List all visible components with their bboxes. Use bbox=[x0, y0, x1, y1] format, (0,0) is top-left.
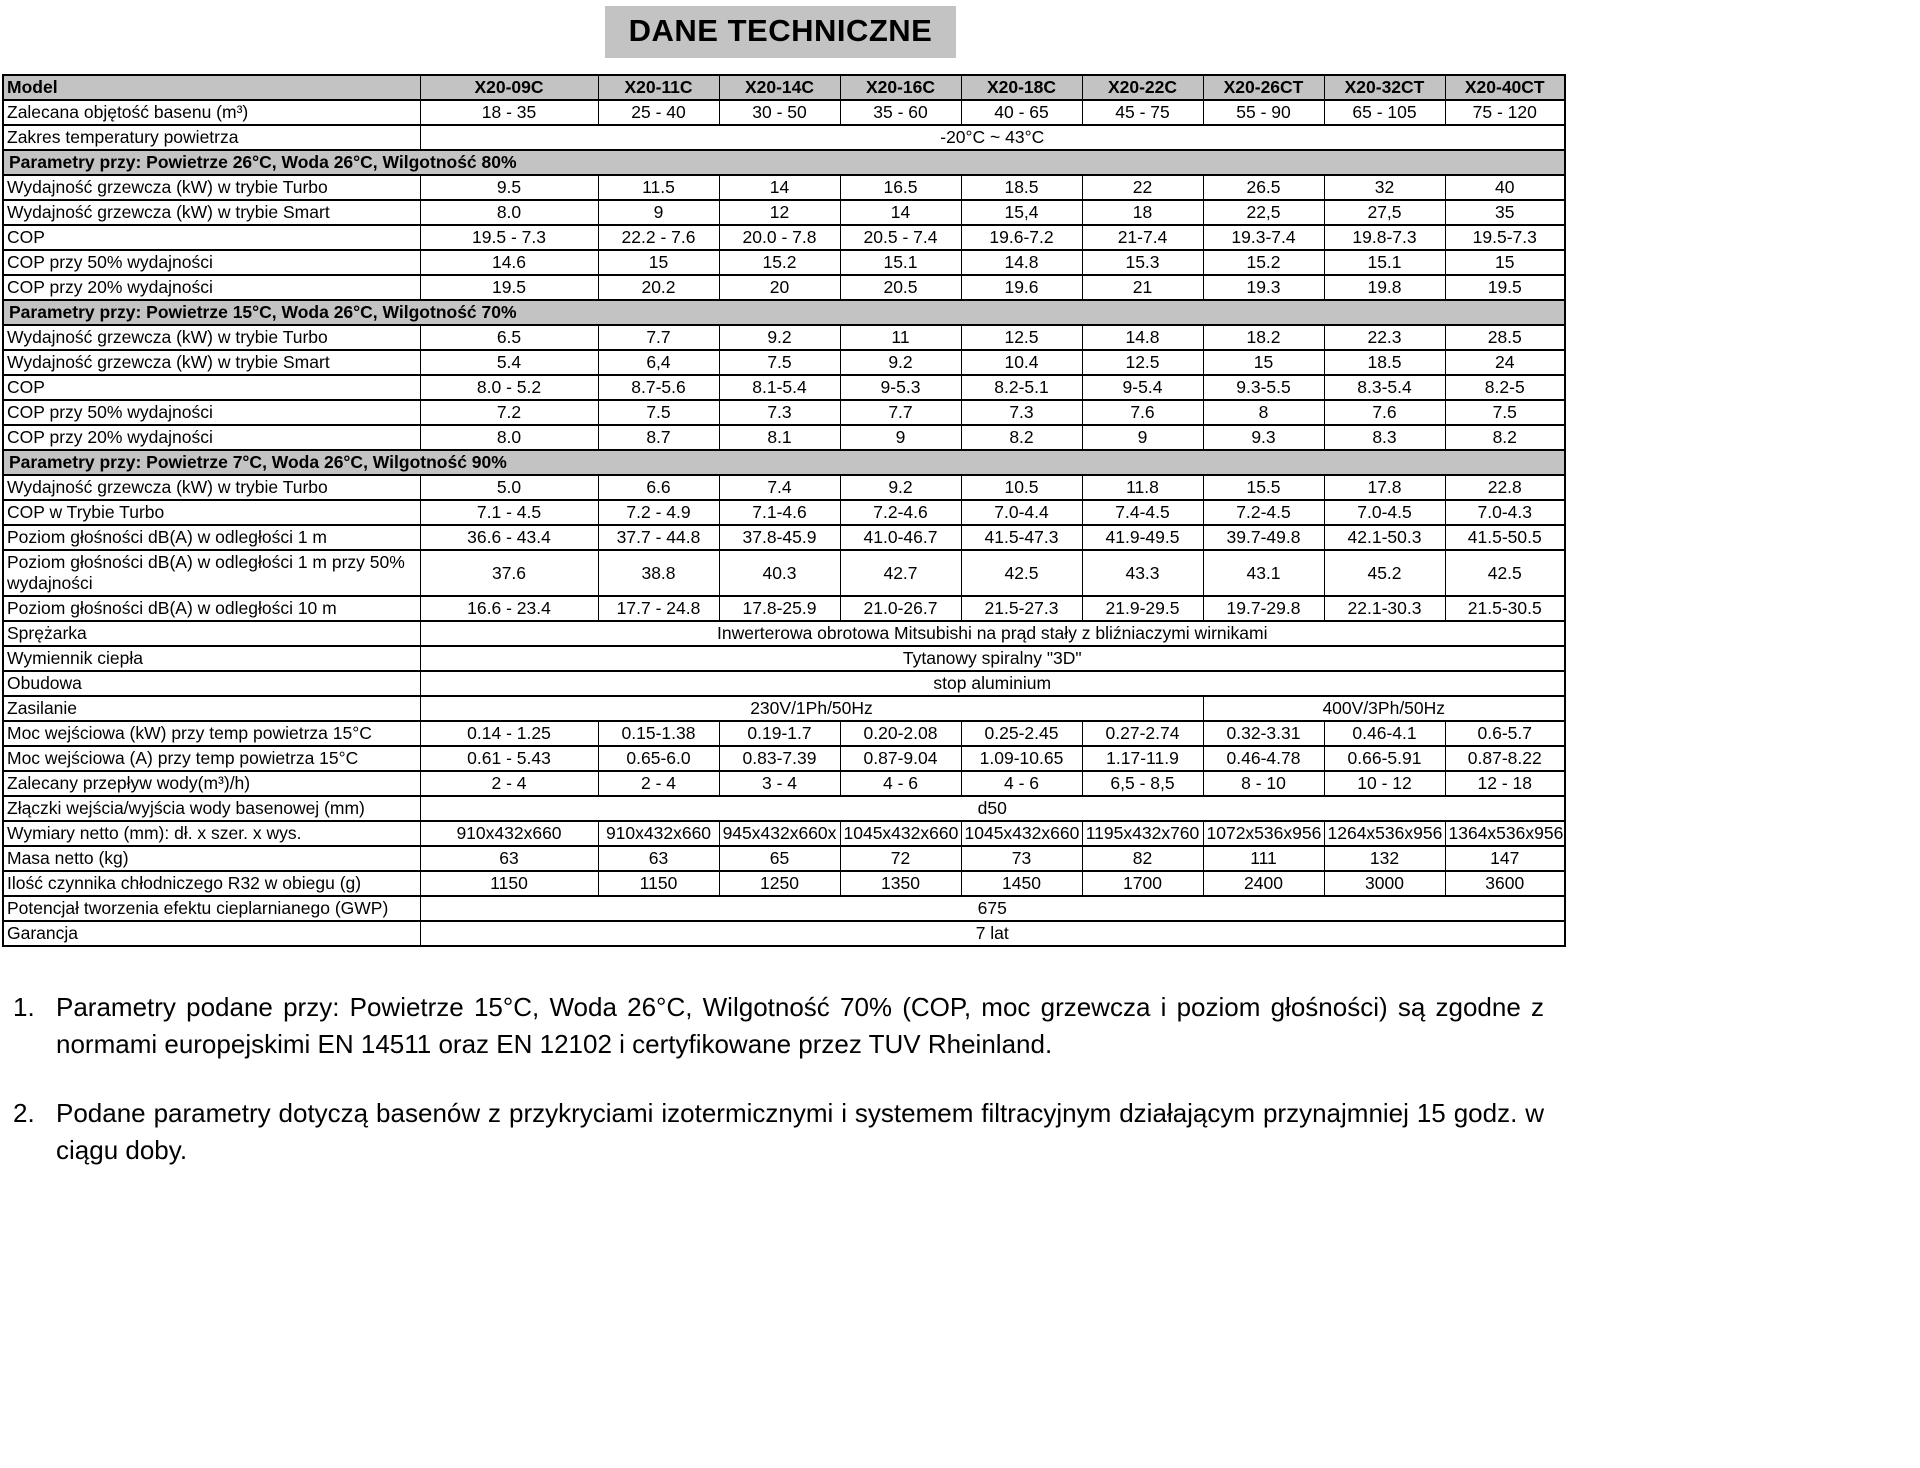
cell-value: 0.46-4.78 bbox=[1203, 746, 1324, 771]
cell-value: 7.3 bbox=[961, 400, 1082, 425]
cell-value: 7.5 bbox=[719, 350, 840, 375]
cell-value: 0.65-6.0 bbox=[598, 746, 719, 771]
cell-value: 1045x432x660 bbox=[840, 821, 961, 846]
cell-value: 6.6 bbox=[598, 475, 719, 500]
row-label: Wydajność grzewcza (kW) w trybie Smart bbox=[3, 200, 420, 225]
cell-value: 9-5.4 bbox=[1082, 375, 1203, 400]
table-row bbox=[3, 350, 1565, 375]
cell-value: 15 bbox=[1203, 350, 1324, 375]
row-span-value: 675 bbox=[420, 896, 1565, 921]
row-label: Wymiary netto (mm): dł. x szer. x wys. bbox=[3, 821, 420, 846]
cell-value: 42.5 bbox=[1445, 550, 1565, 596]
cell-value: 3000 bbox=[1324, 871, 1445, 896]
cell-value: 1072x536x956 bbox=[1203, 821, 1324, 846]
cell-value: 7.0-4.3 bbox=[1445, 500, 1565, 525]
cell-value: 12.5 bbox=[961, 325, 1082, 350]
cell-value: 7.7 bbox=[598, 325, 719, 350]
row-span-value: stop aluminium bbox=[420, 671, 1565, 696]
cell-value: 1450 bbox=[961, 871, 1082, 896]
cell-value: 7.3 bbox=[719, 400, 840, 425]
model-name: X20-16C bbox=[840, 75, 961, 100]
row-label: COP w Trybie Turbo bbox=[3, 500, 420, 525]
cell-value: 9.2 bbox=[719, 325, 840, 350]
cell-value: 32 bbox=[1324, 175, 1445, 200]
cell-value: 14.6 bbox=[420, 250, 598, 275]
cell-value: 11.8 bbox=[1082, 475, 1203, 500]
table-row bbox=[3, 550, 1565, 596]
cell-value: 22.1-30.3 bbox=[1324, 596, 1445, 621]
cell-value: 19.6-7.2 bbox=[961, 225, 1082, 250]
cell-value: 2 - 4 bbox=[420, 771, 598, 796]
row-label: Wydajność grzewcza (kW) w trybie Turbo bbox=[3, 475, 420, 500]
cell-value: 0.61 - 5.43 bbox=[420, 746, 598, 771]
cell-value: 15.5 bbox=[1203, 475, 1324, 500]
footnotes bbox=[0, 989, 1548, 1169]
cell-value: 7.0-4.4 bbox=[961, 500, 1082, 525]
section-header-label: Parametry przy: Powietrze 15°C, Woda 26°C, Wilgotność 70% bbox=[3, 300, 1565, 325]
cell-value: 8.2-5 bbox=[1445, 375, 1565, 400]
section-header-row bbox=[3, 150, 1565, 175]
model-header-label: Model bbox=[3, 75, 420, 100]
cell-value: 1150 bbox=[420, 871, 598, 896]
table-row bbox=[3, 525, 1565, 550]
cell-value: 19.5 bbox=[1445, 275, 1565, 300]
footnote-number: 1. bbox=[13, 992, 35, 1022]
cell-value: 30 - 50 bbox=[719, 100, 840, 125]
cell-value: 14 bbox=[840, 200, 961, 225]
cell-value: 1264x536x956 bbox=[1324, 821, 1445, 846]
cell-value: 8.3 bbox=[1324, 425, 1445, 450]
cell-value: 8.7-5.6 bbox=[598, 375, 719, 400]
cell-value: 7.5 bbox=[598, 400, 719, 425]
cell-value: 15,4 bbox=[961, 200, 1082, 225]
cell-value: 18 - 35 bbox=[420, 100, 598, 125]
cell-value: 45.2 bbox=[1324, 550, 1445, 596]
table-row bbox=[3, 125, 1565, 150]
cell-value: 19.3 bbox=[1203, 275, 1324, 300]
cell-value: 9.2 bbox=[840, 350, 961, 375]
cell-value: 20.0 - 7.8 bbox=[719, 225, 840, 250]
cell-value: 12 - 18 bbox=[1445, 771, 1565, 796]
cell-value: 8.0 bbox=[420, 200, 598, 225]
row-label: Moc wejściowa (A) przy temp powietrza 15°C bbox=[3, 746, 420, 771]
cell-value: 4 - 6 bbox=[840, 771, 961, 796]
cell-value: 82 bbox=[1082, 846, 1203, 871]
cell-value: 8.2-5.1 bbox=[961, 375, 1082, 400]
cell-value: 12.5 bbox=[1082, 350, 1203, 375]
cell-value: 8.2 bbox=[1445, 425, 1565, 450]
cell-value: 75 - 120 bbox=[1445, 100, 1565, 125]
table-row bbox=[3, 500, 1565, 525]
row-label: Obudowa bbox=[3, 671, 420, 696]
cell-value: 37.7 - 44.8 bbox=[598, 525, 719, 550]
cell-value: 42.5 bbox=[961, 550, 1082, 596]
cell-value: 18.5 bbox=[961, 175, 1082, 200]
cell-value: 3 - 4 bbox=[719, 771, 840, 796]
table-row bbox=[3, 325, 1565, 350]
cell-value: 6,4 bbox=[598, 350, 719, 375]
row-label: Wydajność grzewcza (kW) w trybie Turbo bbox=[3, 175, 420, 200]
table-row bbox=[3, 871, 1565, 896]
cell-value: 18.2 bbox=[1203, 325, 1324, 350]
cell-value: 43.1 bbox=[1203, 550, 1324, 596]
table-row bbox=[3, 100, 1565, 125]
cell-value: 15.2 bbox=[1203, 250, 1324, 275]
model-name: X20-18C bbox=[961, 75, 1082, 100]
cell-value: 45 - 75 bbox=[1082, 100, 1203, 125]
model-name: X20-09C bbox=[420, 75, 598, 100]
cell-value: 9 bbox=[840, 425, 961, 450]
model-header-row bbox=[3, 75, 1565, 100]
cell-value: 8 bbox=[1203, 400, 1324, 425]
footnote-text: Parametry podane przy: Powietrze 15°C, Woda 26°C, Wilgotność 70% (COP, moc grzewcza i poziom głośności) są zgodne z normami europejskimi EN 14511 oraz EN 12102 i certyfikowane przez TUV Rheinland. bbox=[56, 992, 1544, 1059]
cell-value: 12 bbox=[719, 200, 840, 225]
cell-value: 11.5 bbox=[598, 175, 719, 200]
title-row bbox=[0, 6, 1561, 58]
cell-value: 24 bbox=[1445, 350, 1565, 375]
cell-value: 20 bbox=[719, 275, 840, 300]
cell-value: 22.2 - 7.6 bbox=[598, 225, 719, 250]
cell-value: 40 - 65 bbox=[961, 100, 1082, 125]
cell-value: 65 - 105 bbox=[1324, 100, 1445, 125]
section-header-row bbox=[3, 300, 1565, 325]
cell-value: 1700 bbox=[1082, 871, 1203, 896]
cell-value: 9 bbox=[1082, 425, 1203, 450]
cell-value: 14 bbox=[719, 175, 840, 200]
cell-value: 9 bbox=[598, 200, 719, 225]
cell-value: 1364x536x956 bbox=[1445, 821, 1565, 846]
cell-value: 42.7 bbox=[840, 550, 961, 596]
cell-value: 7.0-4.5 bbox=[1324, 500, 1445, 525]
cell-value: 19.3-7.4 bbox=[1203, 225, 1324, 250]
cell-value: 10.5 bbox=[961, 475, 1082, 500]
cell-value: 28.5 bbox=[1445, 325, 1565, 350]
cell-value: 9.3-5.5 bbox=[1203, 375, 1324, 400]
row-label: Garancja bbox=[3, 921, 420, 946]
cell-value: 36.6 - 43.4 bbox=[420, 525, 598, 550]
cell-value: 111 bbox=[1203, 846, 1324, 871]
cell-value: 910x432x660 bbox=[598, 821, 719, 846]
cell-value: 40.3 bbox=[719, 550, 840, 596]
cell-value: 1250 bbox=[719, 871, 840, 896]
cell-value: 73 bbox=[961, 846, 1082, 871]
cell-value: 39.7-49.8 bbox=[1203, 525, 1324, 550]
cell-value: 19.5-7.3 bbox=[1445, 225, 1565, 250]
cell-value: 1045x432x660 bbox=[961, 821, 1082, 846]
cell-value: 37.6 bbox=[420, 550, 598, 596]
cell-value: 19.5 - 7.3 bbox=[420, 225, 598, 250]
row-label: Poziom głośności dB(A) w odległości 1 m bbox=[3, 525, 420, 550]
model-name: X20-26CT bbox=[1203, 75, 1324, 100]
cell-value: 41.5-50.5 bbox=[1445, 525, 1565, 550]
cell-value: 2400 bbox=[1203, 871, 1324, 896]
cell-value: 0.15-1.38 bbox=[598, 721, 719, 746]
cell-value: 8 - 10 bbox=[1203, 771, 1324, 796]
cell-value: 7.1 - 4.5 bbox=[420, 500, 598, 525]
row-label: COP przy 50% wydajności bbox=[3, 400, 420, 425]
cell-value: 41.9-49.5 bbox=[1082, 525, 1203, 550]
cell-value: 11 bbox=[840, 325, 961, 350]
section-header-label: Parametry przy: Powietrze 7°C, Woda 26°C, Wilgotność 90% bbox=[3, 450, 1565, 475]
cell-value: 7.4 bbox=[719, 475, 840, 500]
cell-value: 18 bbox=[1082, 200, 1203, 225]
row-split-value-left: 230V/1Ph/50Hz bbox=[420, 696, 1203, 721]
row-label: Moc wejściowa (kW) przy temp powietrza 15°C bbox=[3, 721, 420, 746]
cell-value: 14.8 bbox=[1082, 325, 1203, 350]
table-row bbox=[3, 175, 1565, 200]
cell-value: 1195x432x760 bbox=[1082, 821, 1203, 846]
cell-value: 0.46-4.1 bbox=[1324, 721, 1445, 746]
page-title: DANE TECHNICZNE bbox=[605, 6, 957, 58]
table-row bbox=[3, 225, 1565, 250]
cell-value: 4 - 6 bbox=[961, 771, 1082, 796]
table-row bbox=[3, 696, 1565, 721]
cell-value: 1.17-11.9 bbox=[1082, 746, 1203, 771]
cell-value: 20.5 bbox=[840, 275, 961, 300]
table-row bbox=[3, 896, 1565, 921]
model-name: X20-11C bbox=[598, 75, 719, 100]
cell-value: 0.83-7.39 bbox=[719, 746, 840, 771]
cell-value: 8.0 - 5.2 bbox=[420, 375, 598, 400]
cell-value: 21.5-30.5 bbox=[1445, 596, 1565, 621]
cell-value: 7.4-4.5 bbox=[1082, 500, 1203, 525]
row-label: Potencjał tworzenia efektu cieplarnianego (GWP) bbox=[3, 896, 420, 921]
cell-value: 19.8-7.3 bbox=[1324, 225, 1445, 250]
cell-value: 7.2-4.6 bbox=[840, 500, 961, 525]
cell-value: 0.20-2.08 bbox=[840, 721, 961, 746]
cell-value: 25 - 40 bbox=[598, 100, 719, 125]
cell-value: 0.19-1.7 bbox=[719, 721, 840, 746]
row-span-value: Tytanowy spiralny "3D" bbox=[420, 646, 1565, 671]
cell-value: 0.32-3.31 bbox=[1203, 721, 1324, 746]
row-span-value: -20°C ~ 43°C bbox=[420, 125, 1565, 150]
cell-value: 19.8 bbox=[1324, 275, 1445, 300]
cell-value: 0.66-5.91 bbox=[1324, 746, 1445, 771]
cell-value: 55 - 90 bbox=[1203, 100, 1324, 125]
cell-value: 0.25-2.45 bbox=[961, 721, 1082, 746]
cell-value: 7.7 bbox=[840, 400, 961, 425]
table-row bbox=[3, 621, 1565, 646]
table-row bbox=[3, 771, 1565, 796]
row-label: COP przy 20% wydajności bbox=[3, 425, 420, 450]
cell-value: 7.6 bbox=[1082, 400, 1203, 425]
cell-value: 7.5 bbox=[1445, 400, 1565, 425]
cell-value: 9.2 bbox=[840, 475, 961, 500]
cell-value: 7.6 bbox=[1324, 400, 1445, 425]
cell-value: 9-5.3 bbox=[840, 375, 961, 400]
row-span-value: Inwerterowa obrotowa Mitsubishi na prąd stały z bliźniaczymi wirnikami bbox=[420, 621, 1565, 646]
model-name: X20-40CT bbox=[1445, 75, 1565, 100]
cell-value: 18.5 bbox=[1324, 350, 1445, 375]
row-span-value: d50 bbox=[420, 796, 1565, 821]
cell-value: 65 bbox=[719, 846, 840, 871]
cell-value: 21.0-26.7 bbox=[840, 596, 961, 621]
cell-value: 1350 bbox=[840, 871, 961, 896]
cell-value: 3600 bbox=[1445, 871, 1565, 896]
cell-value: 20.2 bbox=[598, 275, 719, 300]
cell-value: 35 - 60 bbox=[840, 100, 961, 125]
cell-value: 16.5 bbox=[840, 175, 961, 200]
cell-value: 10.4 bbox=[961, 350, 1082, 375]
cell-value: 35 bbox=[1445, 200, 1565, 225]
row-span-value: 7 lat bbox=[420, 921, 1565, 946]
cell-value: 0.87-8.22 bbox=[1445, 746, 1565, 771]
cell-value: 27,5 bbox=[1324, 200, 1445, 225]
cell-value: 38.8 bbox=[598, 550, 719, 596]
cell-value: 15.1 bbox=[840, 250, 961, 275]
cell-value: 15.2 bbox=[719, 250, 840, 275]
cell-value: 43.3 bbox=[1082, 550, 1203, 596]
cell-value: 16.6 - 23.4 bbox=[420, 596, 598, 621]
cell-value: 1.09-10.65 bbox=[961, 746, 1082, 771]
cell-value: 41.5-47.3 bbox=[961, 525, 1082, 550]
row-label: COP bbox=[3, 375, 420, 400]
cell-value: 22 bbox=[1082, 175, 1203, 200]
table-row bbox=[3, 275, 1565, 300]
footnote bbox=[0, 1095, 1548, 1169]
row-label: Zasilanie bbox=[3, 696, 420, 721]
cell-value: 21-7.4 bbox=[1082, 225, 1203, 250]
table-row bbox=[3, 475, 1565, 500]
cell-value: 21.5-27.3 bbox=[961, 596, 1082, 621]
table-row bbox=[3, 596, 1565, 621]
footnote bbox=[0, 989, 1548, 1063]
table-row bbox=[3, 671, 1565, 696]
cell-value: 945x432x660x bbox=[719, 821, 840, 846]
row-label: Zalecana objętość basenu (m³) bbox=[3, 100, 420, 125]
row-label: COP przy 20% wydajności bbox=[3, 275, 420, 300]
model-name: X20-32CT bbox=[1324, 75, 1445, 100]
cell-value: 8.1 bbox=[719, 425, 840, 450]
cell-value: 17.7 - 24.8 bbox=[598, 596, 719, 621]
cell-value: 41.0-46.7 bbox=[840, 525, 961, 550]
cell-value: 26.5 bbox=[1203, 175, 1324, 200]
cell-value: 15 bbox=[598, 250, 719, 275]
cell-value: 72 bbox=[840, 846, 961, 871]
cell-value: 22.8 bbox=[1445, 475, 1565, 500]
model-name: X20-14C bbox=[719, 75, 840, 100]
table-row bbox=[3, 721, 1565, 746]
cell-value: 10 - 12 bbox=[1324, 771, 1445, 796]
cell-value: 15 bbox=[1445, 250, 1565, 275]
cell-value: 40 bbox=[1445, 175, 1565, 200]
technical-data-table bbox=[2, 74, 1566, 947]
table-row bbox=[3, 375, 1565, 400]
row-label: COP bbox=[3, 225, 420, 250]
table-row bbox=[3, 200, 1565, 225]
row-label: Wydajność grzewcza (kW) w trybie Turbo bbox=[3, 325, 420, 350]
cell-value: 6.5 bbox=[420, 325, 598, 350]
cell-value: 21.9-29.5 bbox=[1082, 596, 1203, 621]
cell-value: 8.1-5.4 bbox=[719, 375, 840, 400]
cell-value: 9.5 bbox=[420, 175, 598, 200]
row-label: Poziom głośności dB(A) w odległości 10 m bbox=[3, 596, 420, 621]
table-row bbox=[3, 846, 1565, 871]
table-row bbox=[3, 250, 1565, 275]
cell-value: 2 - 4 bbox=[598, 771, 719, 796]
row-label: Sprężarka bbox=[3, 621, 420, 646]
row-label: Wydajność grzewcza (kW) w trybie Smart bbox=[3, 350, 420, 375]
cell-value: 8.0 bbox=[420, 425, 598, 450]
cell-value: 910x432x660 bbox=[420, 821, 598, 846]
row-label: Ilość czynnika chłodniczego R32 w obiegu (g) bbox=[3, 871, 420, 896]
cell-value: 15.1 bbox=[1324, 250, 1445, 275]
cell-value: 7.2-4.5 bbox=[1203, 500, 1324, 525]
cell-value: 0.6-5.7 bbox=[1445, 721, 1565, 746]
table-row bbox=[3, 746, 1565, 771]
model-name: X20-22C bbox=[1082, 75, 1203, 100]
cell-value: 15.3 bbox=[1082, 250, 1203, 275]
cell-value: 8.3-5.4 bbox=[1324, 375, 1445, 400]
cell-value: 1150 bbox=[598, 871, 719, 896]
table-row bbox=[3, 400, 1565, 425]
cell-value: 0.27-2.74 bbox=[1082, 721, 1203, 746]
cell-value: 17.8 bbox=[1324, 475, 1445, 500]
cell-value: 37.8-45.9 bbox=[719, 525, 840, 550]
cell-value: 132 bbox=[1324, 846, 1445, 871]
cell-value: 22,5 bbox=[1203, 200, 1324, 225]
row-label: COP przy 50% wydajności bbox=[3, 250, 420, 275]
cell-value: 63 bbox=[420, 846, 598, 871]
cell-value: 7.1-4.6 bbox=[719, 500, 840, 525]
cell-value: 5.0 bbox=[420, 475, 598, 500]
cell-value: 9.3 bbox=[1203, 425, 1324, 450]
cell-value: 0.87-9.04 bbox=[840, 746, 961, 771]
cell-value: 19.5 bbox=[420, 275, 598, 300]
cell-value: 42.1-50.3 bbox=[1324, 525, 1445, 550]
cell-value: 7.2 - 4.9 bbox=[598, 500, 719, 525]
row-label: Poziom głośności dB(A) w odległości 1 m przy 50% wydajności bbox=[3, 550, 420, 596]
row-label: Wymiennik ciepła bbox=[3, 646, 420, 671]
cell-value: 19.7-29.8 bbox=[1203, 596, 1324, 621]
cell-value: 20.5 - 7.4 bbox=[840, 225, 961, 250]
footnote-number: 2. bbox=[13, 1098, 35, 1128]
table-row bbox=[3, 821, 1565, 846]
row-label: Złączki wejścia/wyjścia wody basenowej (mm) bbox=[3, 796, 420, 821]
section-header-label: Parametry przy: Powietrze 26°C, Woda 26°C, Wilgotność 80% bbox=[3, 150, 1565, 175]
cell-value: 21 bbox=[1082, 275, 1203, 300]
cell-value: 19.6 bbox=[961, 275, 1082, 300]
footnote-text: Podane parametry dotyczą basenów z przykryciami izotermicznymi i systemem filtracyjnym działającym przynajmniej 15 godz. w ciągu doby. bbox=[56, 1098, 1544, 1165]
cell-value: 63 bbox=[598, 846, 719, 871]
cell-value: 7.2 bbox=[420, 400, 598, 425]
row-label: Zalecany przepływ wody(m³)/h) bbox=[3, 771, 420, 796]
row-label: Zakres temperatury powietrza bbox=[3, 125, 420, 150]
cell-value: 17.8-25.9 bbox=[719, 596, 840, 621]
table-row bbox=[3, 425, 1565, 450]
cell-value: 8.7 bbox=[598, 425, 719, 450]
cell-value: 6,5 - 8,5 bbox=[1082, 771, 1203, 796]
cell-value: 22.3 bbox=[1324, 325, 1445, 350]
cell-value: 14.8 bbox=[961, 250, 1082, 275]
table-row bbox=[3, 646, 1565, 671]
section-header-row bbox=[3, 450, 1565, 475]
row-split-value-right: 400V/3Ph/50Hz bbox=[1203, 696, 1565, 721]
table-row bbox=[3, 796, 1565, 821]
cell-value: 8.2 bbox=[961, 425, 1082, 450]
row-label: Masa netto (kg) bbox=[3, 846, 420, 871]
cell-value: 0.14 - 1.25 bbox=[420, 721, 598, 746]
cell-value: 5.4 bbox=[420, 350, 598, 375]
table-row bbox=[3, 921, 1565, 946]
cell-value: 147 bbox=[1445, 846, 1565, 871]
